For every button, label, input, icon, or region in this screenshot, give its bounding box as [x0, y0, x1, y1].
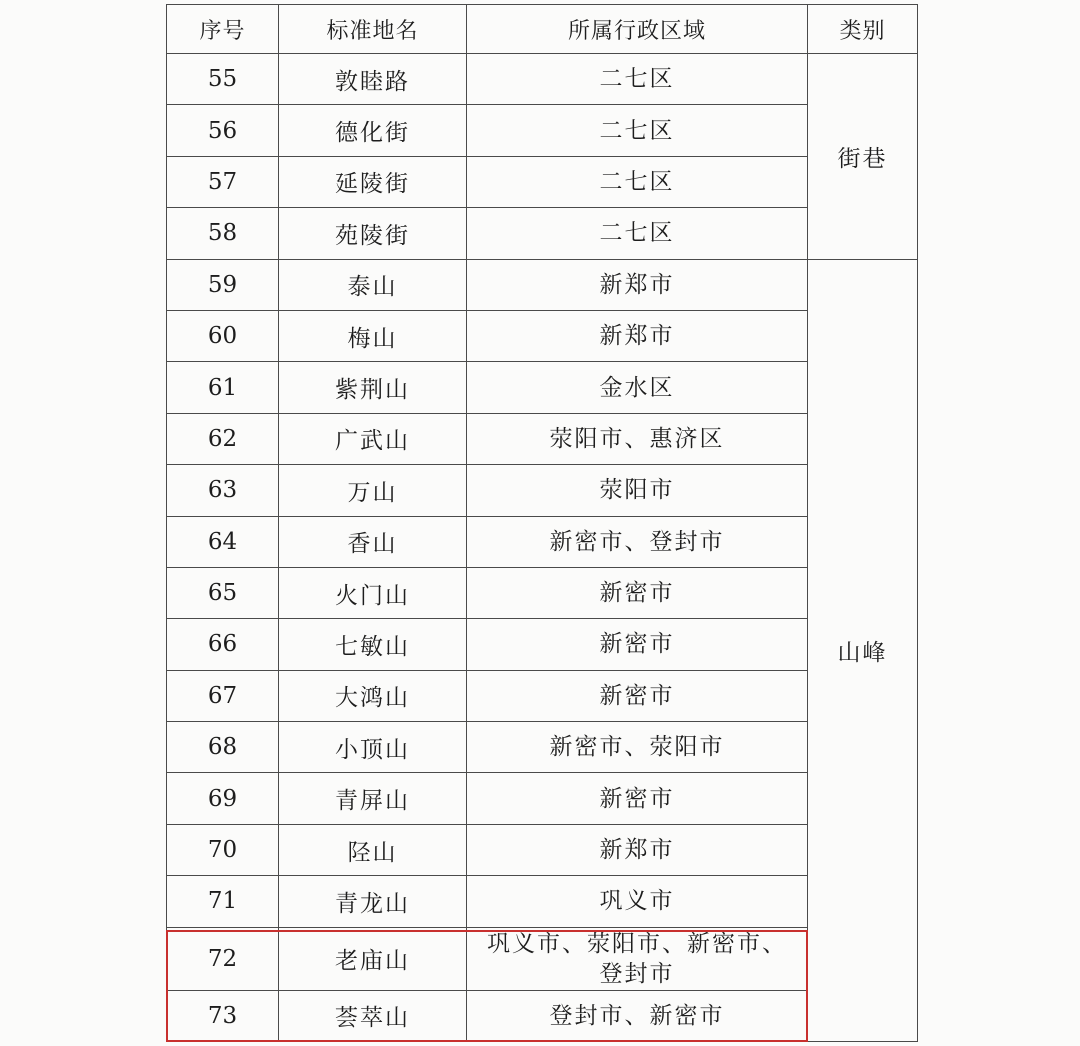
row-name: 梅山 — [279, 310, 467, 361]
row-number: 60 — [167, 310, 279, 361]
row-region: 新密市、荥阳市 — [467, 722, 808, 773]
table-row — [167, 413, 918, 464]
row-region: 新密市、登封市 — [467, 516, 808, 567]
row-name: 德化街 — [279, 105, 467, 156]
header-admin-region: 所属行政区域 — [467, 5, 808, 54]
row-region: 新密市 — [467, 670, 808, 721]
row-number: 55 — [167, 54, 279, 105]
row-name: 敦睦路 — [279, 54, 467, 105]
header-standard-name: 标准地名 — [279, 5, 467, 54]
row-number: 65 — [167, 567, 279, 618]
row-name: 荟萃山 — [279, 990, 467, 1041]
row-number: 73 — [167, 990, 279, 1041]
row-number: 64 — [167, 516, 279, 567]
row-region: 新郑市 — [467, 310, 808, 361]
table-row — [167, 259, 918, 310]
table-row — [167, 208, 918, 259]
row-region: 新密市 — [467, 567, 808, 618]
row-region-multiline — [467, 927, 808, 990]
row-region: 二七区 — [467, 156, 808, 207]
row-number: 67 — [167, 670, 279, 721]
table-row — [167, 156, 918, 207]
row-region-line-2: 登封市 — [599, 960, 675, 987]
row-number: 70 — [167, 824, 279, 875]
category-cell-mountain: 山峰 — [808, 259, 918, 1041]
row-number: 56 — [167, 105, 279, 156]
row-name: 延陵街 — [279, 156, 467, 207]
table-row-highlighted — [167, 927, 918, 990]
row-name: 香山 — [279, 516, 467, 567]
table-row — [167, 465, 918, 516]
row-number: 66 — [167, 619, 279, 670]
header-category: 类别 — [808, 5, 918, 54]
row-name: 老庙山 — [279, 927, 467, 990]
row-name: 泰山 — [279, 259, 467, 310]
row-region-line-1: 巩义市、荥阳市、新密市、 — [487, 930, 787, 957]
row-number: 69 — [167, 773, 279, 824]
row-region: 二七区 — [467, 208, 808, 259]
row-number: 72 — [167, 927, 279, 990]
row-name: 青屏山 — [279, 773, 467, 824]
table-row-highlighted — [167, 990, 918, 1041]
row-number: 59 — [167, 259, 279, 310]
row-name: 紫荆山 — [279, 362, 467, 413]
table-row — [167, 567, 918, 618]
row-region: 荥阳市、惠济区 — [467, 413, 808, 464]
table-row — [167, 362, 918, 413]
table-row — [167, 670, 918, 721]
row-name: 小顶山 — [279, 722, 467, 773]
table-header-row — [167, 5, 918, 54]
row-region: 二七区 — [467, 54, 808, 105]
row-number: 61 — [167, 362, 279, 413]
table-row — [167, 722, 918, 773]
row-number: 58 — [167, 208, 279, 259]
row-region: 登封市、新密市 — [467, 990, 808, 1041]
row-region: 新郑市 — [467, 824, 808, 875]
row-name: 大鸿山 — [279, 670, 467, 721]
row-region: 新郑市 — [467, 259, 808, 310]
row-number: 63 — [167, 465, 279, 516]
table-row — [167, 773, 918, 824]
table-row — [167, 619, 918, 670]
header-number: 序号 — [167, 5, 279, 54]
table-row — [167, 824, 918, 875]
place-names-table — [166, 4, 918, 1042]
row-number: 62 — [167, 413, 279, 464]
row-name: 青龙山 — [279, 876, 467, 927]
table-row — [167, 105, 918, 156]
table-row — [167, 876, 918, 927]
row-region: 金水区 — [467, 362, 808, 413]
row-number: 71 — [167, 876, 279, 927]
row-name: 万山 — [279, 465, 467, 516]
row-region: 新密市 — [467, 619, 808, 670]
row-name: 七敏山 — [279, 619, 467, 670]
table-row — [167, 54, 918, 105]
row-name: 苑陵街 — [279, 208, 467, 259]
row-number: 68 — [167, 722, 279, 773]
table-row — [167, 516, 918, 567]
row-name: 火门山 — [279, 567, 467, 618]
table-row — [167, 310, 918, 361]
row-region: 巩义市 — [467, 876, 808, 927]
category-cell-street: 街巷 — [808, 54, 918, 260]
row-name: 广武山 — [279, 413, 467, 464]
row-number: 57 — [167, 156, 279, 207]
row-region: 荥阳市 — [467, 465, 808, 516]
row-region: 新密市 — [467, 773, 808, 824]
row-region: 二七区 — [467, 105, 808, 156]
row-name: 陉山 — [279, 824, 467, 875]
